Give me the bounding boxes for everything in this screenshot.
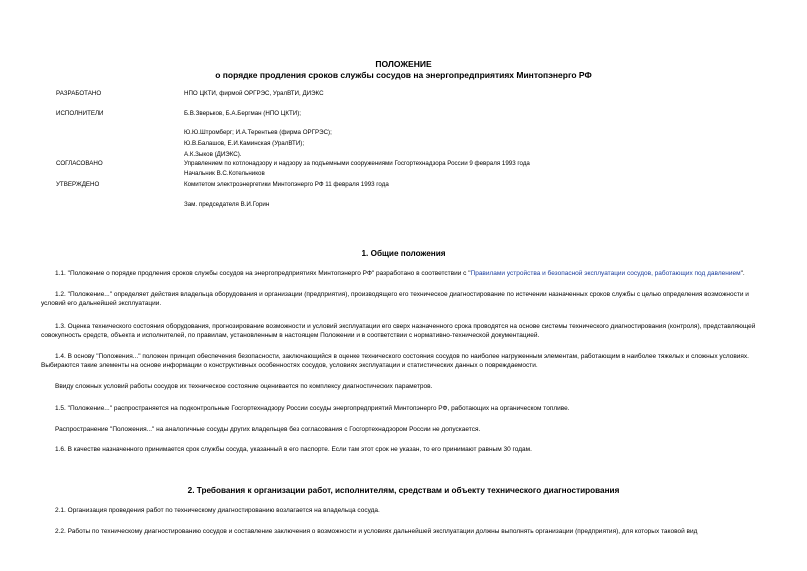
- meta-agreed-1: Управлением по котлонадзору и надзору за подъемными сооружениями Госгортехнадзора России 9 февраля 1993 года: [184, 160, 530, 167]
- meta-executors-4: А.К.Зыков (ДИЭКС).: [184, 151, 242, 158]
- paragraph-1-4: 1.4. В основу "Положения..." положен принцип обеспечения безопасности, заключающийся в оценке технического состояния сосудов по наиболее нагруженным элементам, работающим в наиболее тяжелых и сложных условиях. Выбираются такие элементы на основе информации о конструктивных особенностях сосудов, условиях эксплуатации и статистических данных о повреждаемости.: [41, 353, 749, 369]
- meta-agreed-2: Начальник В.С.Котельников: [184, 170, 265, 177]
- section-1-heading: 1. Общие положения: [361, 249, 446, 258]
- meta-executors-1: Б.В.Зверьков, Б.А.Бергман (НПО ЦКТИ);: [184, 110, 301, 117]
- paragraph-1-1-end: ".: [740, 270, 745, 277]
- paragraph-2-1: 2.1. Организация проведения работ по техническому диагностированию возлагается на владельца сосуда.: [55, 507, 380, 514]
- paragraph-1-6: 1.6. В качестве назначенного принимается срок службы сосуда, указанный в его паспорте. Если там этот срок не указан, то его принимают равным 30 годам.: [55, 446, 532, 453]
- document-subtitle: о порядке продления сроков службы сосудов на энергопредприятиях Минтопэнерго РФ: [215, 70, 592, 80]
- meta-approved-1: Комитетом электроэнергетики Минтопэнерго РФ 11 февраля 1993 года: [184, 181, 389, 188]
- paragraph-1-2: 1.2. "Положение..." определяет действия владельца оборудования и организации (предприятия), производящего его техническое диагностирование по истечении назначенных сроков службы с целью определения возможности и условий его дальнейшей эксплуатации.: [41, 291, 749, 307]
- paragraph-1-3: 1.3. Оценка технического состояния оборудования, прогнозирование возможности и условий эксплуатации его сверх назначенного срока проводятся на основе системы технического диагностирования (контроля), представляющей совокупность средств, объекта и исполнителей, по правилам, установленным в настоящем Положении и в соответствии с нормативно-технической документацией.: [41, 323, 756, 339]
- meta-agreed-label: СОГЛАСОВАНО: [56, 160, 103, 167]
- meta-executors-label: ИСПОЛНИТЕЛИ: [56, 110, 104, 117]
- meta-executors-2: Ю.Ю.Штромберг; И.А.Терентьев (фирма ОРГРЭС);: [184, 129, 332, 136]
- rules-link[interactable]: Правилами устройства и безопасной эксплуатации сосудов, работающих под давлением: [470, 270, 741, 277]
- meta-approved-label: УТВЕРЖДЕНО: [56, 181, 100, 188]
- document-title: ПОЛОЖЕНИЕ: [375, 59, 432, 69]
- meta-developed-value: НПО ЦКТИ, фирмой ОРГРЭС, УралВТИ, ДИЭКС: [184, 90, 324, 97]
- paragraph-1-4-note: Ввиду сложных условий работы сосудов их техническое состояние оценивается по комплексу диагностических параметров.: [55, 383, 433, 390]
- meta-executors-3: Ю.В.Балашов, Е.И.Каминская (УралВТИ);: [184, 140, 305, 147]
- paragraph-1-5: 1.5. "Положение..." распространяется на подконтрольные Госгортехнадзору России сосуды энергопредприятий Минтопэнерго РФ, работающих на органическом топливе.: [55, 405, 570, 412]
- paragraph-1-5-note: Распространение "Положения..." на аналогичные сосуды других владельцев без согласования с Госгортехнадзором России не допускается.: [55, 426, 481, 433]
- paragraph-1-1-text: 1.1. "Положение о порядке продления сроков службы сосудов на энергопредприятиях Минтопэнерго РФ" разработано в соответствии с ": [55, 270, 471, 277]
- paragraph-1-1: [41, 269, 769, 278]
- section-2-heading: 2. Требования к организации работ, исполнителям, средствам и объекту технического диагностирования: [187, 486, 620, 495]
- meta-developed-label: РАЗРАБОТАНО: [56, 90, 102, 97]
- paragraph-2-2: 2.2. Работы по техническому диагностированию сосудов и составление заключения о возможности и условиях дальнейшей эксплуатации должны выполнять организации (предприятия), для которых таковой вид: [55, 528, 698, 535]
- meta-approved-2: Зам. председателя В.И.Горин: [184, 201, 270, 208]
